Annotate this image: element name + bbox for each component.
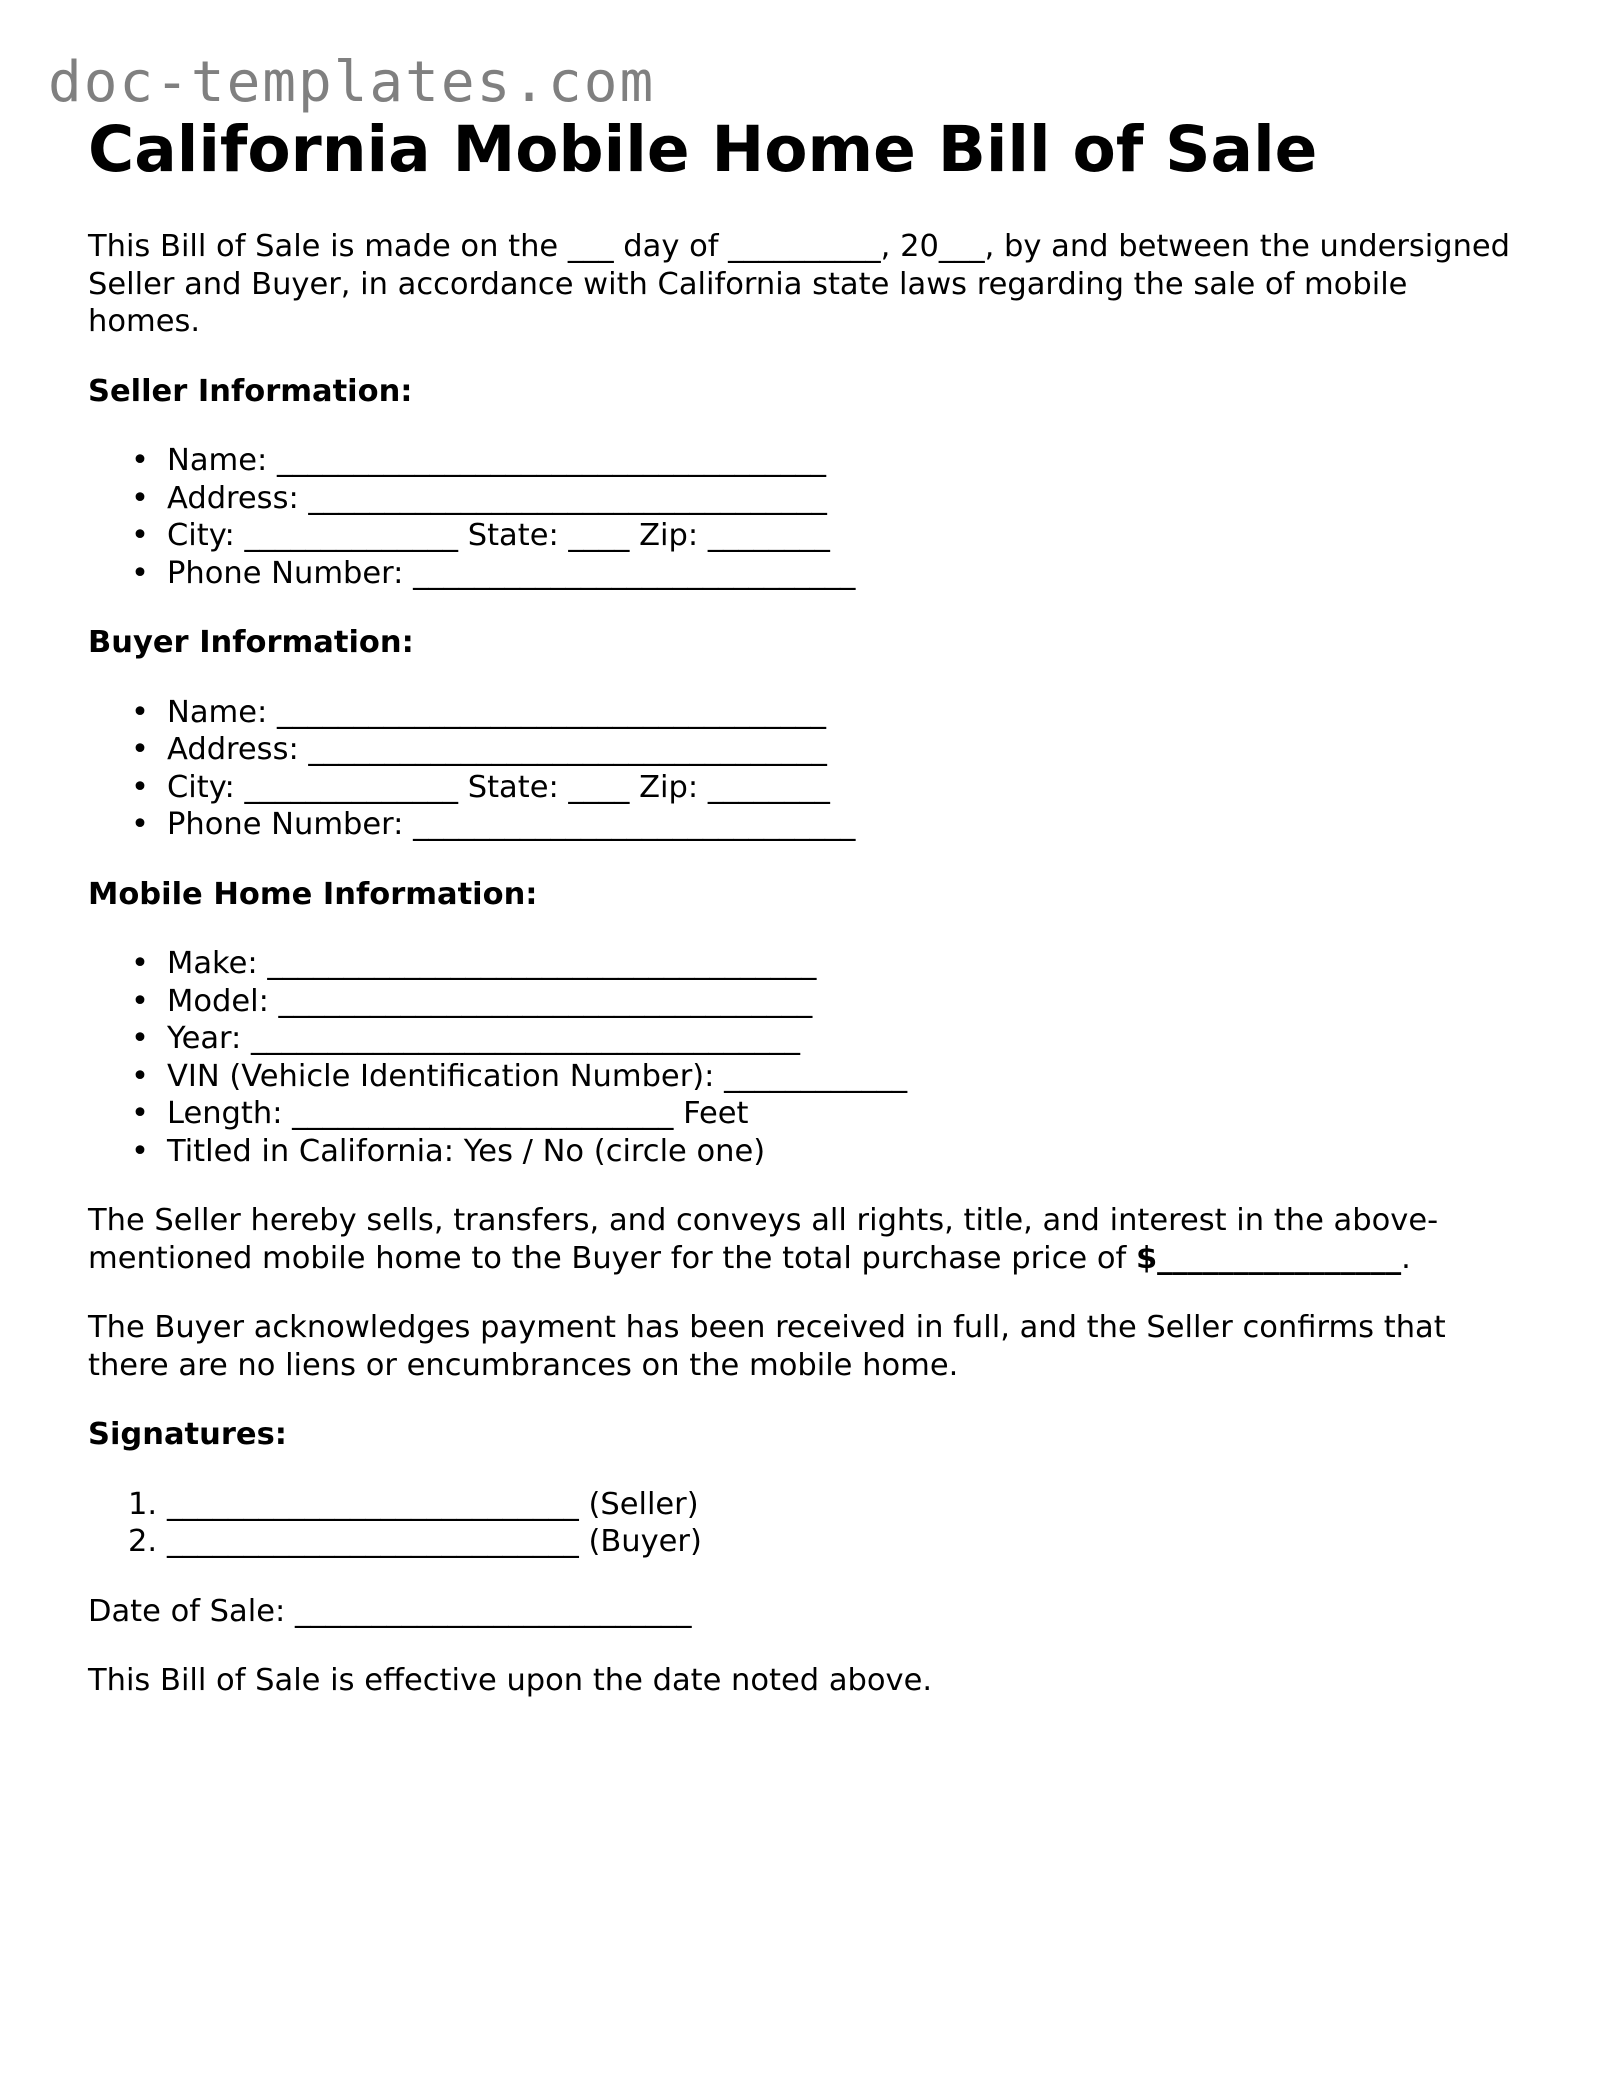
- signature-list: [88, 1486, 1528, 1561]
- seller-address-field: • Address: __________________________________: [131, 480, 827, 516]
- bullet: •: [131, 555, 149, 591]
- bullet: •: [131, 807, 149, 842]
- buyer-name-field: • Name: ____________________________________: [131, 694, 826, 730]
- mobile-home-fields: [88, 945, 1528, 1170]
- bullet: •: [131, 769, 149, 805]
- seller-heading: Seller Information:: [88, 373, 413, 409]
- transfer-paragraph: The Seller hereby sells, transfers, and conveys all rights, title, and interest in the above-mentioned mobile home to the Buyer for the total purchase price of $________________.: [88, 1203, 1439, 1276]
- buyer-fields: [88, 694, 1528, 844]
- bullet: •: [131, 1021, 149, 1056]
- seller-name-field: • Name: ____________________________________: [131, 443, 826, 478]
- closing-paragraph: This Bill of Sale is effective upon the date noted above.: [88, 1663, 933, 1698]
- buyer-signature-line: 2. ___________________________ (Buyer): [128, 1524, 702, 1559]
- buyer-address-field: • Address: __________________________________: [131, 732, 827, 767]
- bullet: •: [131, 518, 149, 553]
- document-page: [88, 112, 1528, 1700]
- bullet: •: [131, 983, 149, 1019]
- purchase-price-field: $________________: [1135, 1240, 1402, 1276]
- watermark: doc-templates.com: [48, 50, 656, 115]
- mobile-home-heading: Mobile Home Information:: [88, 876, 538, 912]
- intro-paragraph: This Bill of Sale is made on the ___ day of __________, 20___, by and between the undersigned Seller and Buyer, in accordance with California state laws regarding the sale of mobile homes.: [88, 229, 1511, 339]
- length-field: • Length: _________________________ Feet: [131, 1096, 749, 1131]
- bullet: •: [131, 480, 149, 516]
- signatures-heading: Signatures:: [88, 1417, 287, 1452]
- bullet: •: [131, 946, 149, 981]
- seller-city-state-zip-field: • City: ______________ State: ____ Zip: ________: [131, 518, 830, 553]
- seller-signature-line: 1. ___________________________ (Seller): [128, 1486, 699, 1522]
- page-title: California Mobile Home Bill of Sale: [88, 113, 1318, 186]
- bullet: •: [131, 732, 149, 767]
- bullet: •: [131, 1058, 149, 1094]
- bullet: •: [131, 443, 149, 478]
- bullet: •: [131, 1133, 149, 1169]
- buyer-phone-field: • Phone Number: _____________________________: [131, 807, 856, 842]
- acknowledgement-paragraph: The Buyer acknowledges payment has been received in full, and the Seller confirms that there are no liens or encumbrances on the mobile home.: [88, 1310, 1446, 1383]
- buyer-city-state-zip-field: • City: ______________ State: ____ Zip: ________: [131, 769, 830, 805]
- buyer-heading: Buyer Information:: [88, 625, 414, 660]
- titled-in-california-field: • Titled in California: Yes / No (circle one): [131, 1133, 766, 1169]
- vin-field: • VIN (Vehicle Identification Number): ____________: [131, 1058, 908, 1094]
- make-field: • Make: ____________________________________: [131, 946, 817, 981]
- date-of-sale-field: Date of Sale: __________________________: [88, 1593, 692, 1629]
- bullet: •: [131, 694, 149, 730]
- seller-fields: [88, 442, 1528, 592]
- model-field: • Model: ___________________________________: [131, 983, 813, 1019]
- year-field: • Year: ____________________________________: [131, 1021, 801, 1056]
- seller-phone-field: • Phone Number: _____________________________: [131, 555, 856, 591]
- bullet: •: [131, 1096, 149, 1131]
